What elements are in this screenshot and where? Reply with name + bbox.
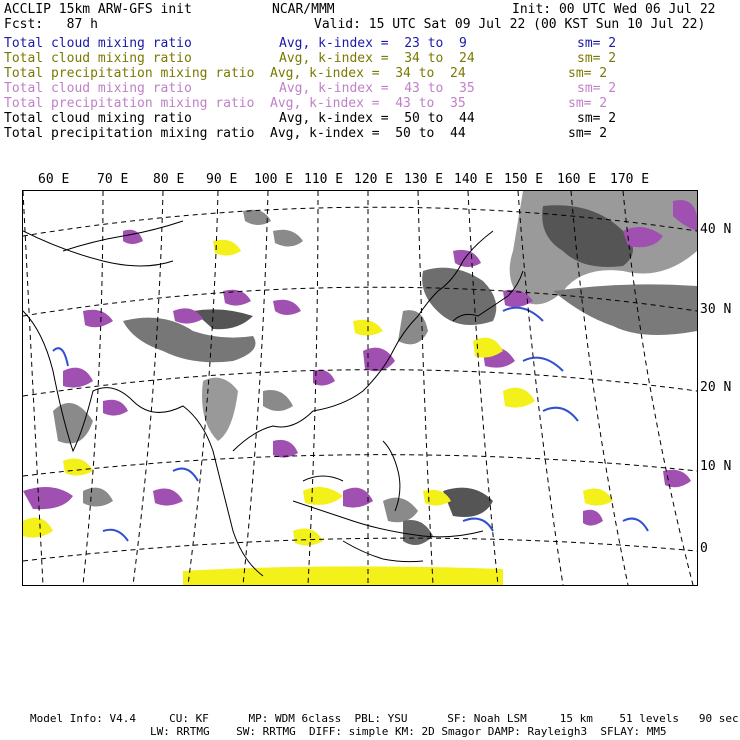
field-name: Total precipitation mixing ratio <box>4 126 255 141</box>
lon-label: 150 E <box>504 172 544 187</box>
field-name: Total precipitation mixing ratio <box>4 96 255 111</box>
field-sm: sm= 2 <box>577 81 617 96</box>
lon-label: 170 E <box>610 172 650 187</box>
field-name: Total precipitation mixing ratio <box>4 66 255 81</box>
field-avg: Avg, k-index = 34 to 24 <box>270 66 466 81</box>
lon-label: 120 E <box>354 172 394 187</box>
init-time: Init: 00 UTC Wed 06 Jul 22 <box>512 2 716 17</box>
valid-time: Valid: 15 UTC Sat 09 Jul 22 (00 KST Sun 10 Jul 22) <box>314 17 706 32</box>
field-sm: sm= 2 <box>577 51 617 66</box>
lon-label: 130 E <box>404 172 444 187</box>
lon-label: 80 E <box>153 172 185 187</box>
forecast-map <box>22 190 698 586</box>
lat-label: 0 <box>700 541 708 556</box>
lat-label: 10 N <box>700 459 732 474</box>
field-sm: sm= 2 <box>577 36 617 51</box>
field-sm: sm= 2 <box>577 111 617 126</box>
map-canvas <box>23 191 697 585</box>
center-label: NCAR/MMM <box>272 2 335 17</box>
lon-label: 160 E <box>557 172 597 187</box>
lat-label: 20 N <box>700 380 732 395</box>
field-avg: Avg, k-index = 43 to 35 <box>279 81 475 96</box>
field-sm: sm= 2 <box>568 126 608 141</box>
model-info-line2: LW: RRTMG SW: RRTMG DIFF: simple KM: 2D Smagor DAMP: Rayleigh3 SFLAY: MM5 <box>150 725 667 738</box>
field-avg: Avg, k-index = 34 to 24 <box>279 51 475 66</box>
lon-label: 110 E <box>304 172 344 187</box>
field-name: Total cloud mixing ratio <box>4 81 192 96</box>
run-title: ACCLIP 15km ARW-GFS init <box>4 2 192 17</box>
lon-label: 60 E <box>38 172 70 187</box>
lon-label: 90 E <box>206 172 238 187</box>
field-avg: Avg, k-index = 23 to 9 <box>279 36 467 51</box>
field-avg: Avg, k-index = 50 to 44 <box>270 126 466 141</box>
lat-label: 30 N <box>700 302 732 317</box>
lon-label: 100 E <box>254 172 294 187</box>
forecast-hour: Fcst: 87 h <box>4 17 98 32</box>
field-name: Total cloud mixing ratio <box>4 36 192 51</box>
field-avg: Avg, k-index = 43 to 35 <box>270 96 466 111</box>
field-sm: sm= 2 <box>568 66 608 81</box>
lon-label: 70 E <box>97 172 129 187</box>
field-name: Total cloud mixing ratio <box>4 51 192 66</box>
model-info-line1: Model Info: V4.4 CU: KF MP: WDM 6class PBL: YSU SF: Noah LSM 15 km 51 levels 90 sec <box>30 712 739 725</box>
field-name: Total cloud mixing ratio <box>4 111 192 126</box>
field-avg: Avg, k-index = 50 to 44 <box>279 111 475 126</box>
lon-label: 140 E <box>454 172 494 187</box>
field-sm: sm= 2 <box>568 96 608 111</box>
lat-label: 40 N <box>700 222 732 237</box>
